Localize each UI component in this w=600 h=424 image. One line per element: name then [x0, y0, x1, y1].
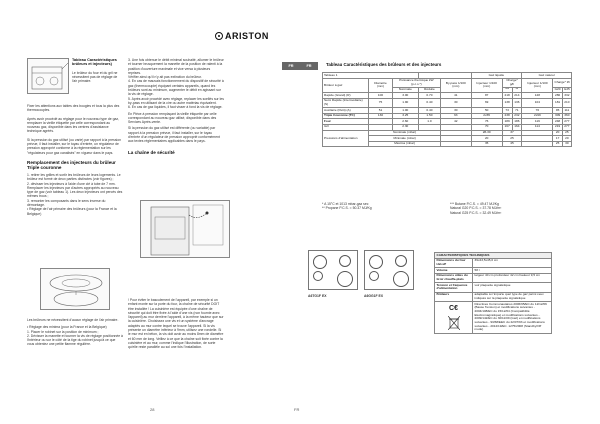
pressure-row: Minimale (mbar) 20 25 17 20	[323, 136, 572, 142]
pressure-row: Pressions d'alimentation Nominale (mbar) 28-30 37 20 25	[323, 130, 572, 136]
table-cell: 30	[441, 108, 471, 114]
table-cell: 219	[553, 124, 562, 130]
burner-name: Rapide (Grand) (R)	[323, 93, 369, 99]
subhead-triple-crown: Remplacement des injecteurs du brûleur Triple couronne	[27, 159, 116, 171]
hob-diagram-2	[364, 250, 414, 290]
burner-table: Tableau 1 Gaz liquide Gaz naturel Brûleur à gaz Diamètre (mm) Puissance thermique kW (p.c.s.*) By-pass 1/100 (mm) Injecteur 1/100 (mm) Charge* g/h Injecteur 1/100 (mm) Charge* l/h Nominale Réduite *** ** G20 G25 Rapide (Grand) (R) 100 3.00 0.70 41 87 218 214 128 286 332 Semi Rapide (Intermédiaire) (S) 75 1.90 0.40 30 69 138 136 104 181 210 Auxiliaire (Petit) (A) 51 1.00 0.40 30 50 73 71 76 95 111 Triple Couronne (TC) 130 3.25 1.50 63 2x65 238 232 2x99 309 360 Four 2.60 1.0 42 76 189 186 119 248 277 Gril 2.30 70 167 164 114 219 277 Pressions d'alimentation Nominale (mbar) 28-30 37 20 25 Minimale (mbar) 20 25 17 20 Maxima (mbar) 35 45 25 30	[324, 72, 570, 146]
table-cell: 76	[522, 108, 553, 114]
ariston-logo-icon	[215, 32, 223, 40]
fr-tab: FR	[282, 62, 300, 70]
table-row: Brûleurs adaptable à n'importe quel type de gaz parmi ceux indiqués sur la plaquette signalétique	[435, 292, 552, 301]
table-cell: 100	[369, 93, 392, 99]
col-header: Injecteur 1/100 (mm)	[471, 78, 502, 93]
table-row: Dimensions utiles du tiroir chauffe-plats largeur 40 cm profondeur 42 cm hauteur 9,5 cm	[435, 273, 552, 282]
note: * A 15°C et 1013 mbar-gaz sec	[322, 202, 369, 206]
table-cell: 71	[512, 108, 522, 114]
table-cell: 136	[512, 98, 522, 107]
burner-name: Auxiliaire (Petit) (A)	[323, 108, 369, 114]
burner-name: Gril	[323, 124, 369, 130]
table-cell: 95	[553, 108, 562, 114]
col2-step: En Pièce à pression remplaçant la vieille étiquette par celle correspondant au nouveau gaz utilisé, disponible dans des Services Après-vente.	[128, 111, 217, 125]
burner-illustration	[41, 269, 111, 311]
table-cell: 128	[522, 93, 553, 99]
chain-text-block	[128, 298, 224, 350]
table-cell: 75	[369, 98, 392, 107]
col-header: Puissance thermique kW (p.c.s.*)	[392, 78, 440, 87]
table-cell: 181	[553, 98, 562, 107]
tech-table	[434, 252, 552, 334]
table-cell: 41	[441, 93, 471, 99]
page-number: 28	[150, 407, 155, 412]
table-cell: 30	[441, 98, 471, 107]
table-cell: 210	[562, 98, 571, 107]
brand-logo: ARISTON	[215, 31, 269, 41]
burner-figure	[40, 268, 110, 310]
paragraph-4: Les brûleurs ne nécessitent d'aucun réglage de l'air primaire.	[27, 318, 119, 322]
col2-steps	[128, 58, 224, 144]
table-cell: 130	[369, 113, 392, 119]
table-cell: 1.50	[418, 113, 440, 119]
burner-ring-icon	[395, 255, 407, 267]
table-cell: 218	[502, 93, 512, 99]
pressure-label: Pressions d'alimentation	[323, 130, 369, 147]
table-cell: 114	[522, 124, 553, 130]
step-item: 2. dévisser les injecteurs à l'aide d'une clé à tube de 7 mm. Remplacer les injecteurs par d'autres appropriés au nouveau type de gaz (voir tableau 1). Les deux injecteurs ont percés des mêmes trous ;	[27, 181, 123, 199]
table-cell: 309	[553, 113, 562, 119]
table-cell: 232	[512, 113, 522, 119]
col-header: Charge* g/h	[502, 78, 521, 87]
tech-specs	[434, 252, 552, 334]
col2-step: 4. En cas de mauvais fonctionnement du dispositif de sécurité à gaz (thermocouple) équipant certains appareils, quand les brûleurs sont au minimum, augmenter le débit en agissant sur la vis de réglage.	[128, 79, 224, 97]
figure-caption	[72, 58, 120, 84]
table-cell: 0.70	[418, 93, 440, 99]
fig-caption-title: Tableau Caractéristiques brûleurs et injecteurs)	[72, 58, 117, 67]
table-cell: 73	[502, 108, 512, 114]
burner-ring-icon	[369, 271, 379, 281]
injector-figure	[27, 58, 69, 94]
table-row: Tension et fréquence d'alimentation voir plaquette signalétique	[435, 283, 552, 292]
table-cell: 104	[522, 98, 553, 107]
table-cell: 277	[562, 124, 571, 130]
bullets-list	[27, 325, 123, 346]
burner-name: Triple Couronne (TC)	[323, 113, 369, 119]
table-cell: 119	[522, 119, 553, 125]
table-cell: 111	[562, 108, 571, 114]
step-item: • Réglage de l'air primaire des brûleurs (pour la France et la Belgique)	[27, 207, 117, 216]
table-cell: 63	[441, 113, 471, 119]
burner-name: Four	[323, 119, 369, 125]
col-header: Diamètre (mm)	[369, 78, 392, 93]
col-header: By-pass 1/100 (mm)	[441, 78, 471, 93]
table-cell: 50	[471, 108, 502, 114]
table-cell: 69	[471, 98, 502, 107]
table-cell: 42	[441, 119, 471, 125]
notes-left	[322, 202, 432, 211]
table-cell: 286	[553, 93, 562, 99]
table-cell: 3.25	[392, 113, 418, 119]
table-cell: 186	[512, 119, 522, 125]
burner-ring-icon	[337, 271, 353, 287]
model-label: A6TG1F EX	[308, 294, 327, 298]
burner-ring-icon	[393, 271, 409, 287]
step-item: 3. remonter les composants dans le sens inverse du démontage.	[27, 198, 106, 208]
table-cell: 51	[369, 108, 392, 114]
burner-table-wrap	[322, 72, 572, 147]
tech-title: CARACTERISTIQUES TECHNIQUES	[435, 253, 552, 259]
bullet-item: 1. Placer le robinet sur la position de minimum ;	[27, 329, 99, 334]
fig-caption-text: Le brûleur du four et du gril ne nécessitent pas de réglage de l'air primaire.	[72, 70, 118, 84]
table-cell: 248	[553, 119, 562, 125]
left-column-1	[27, 104, 123, 216]
hob-diagram-1	[308, 250, 358, 290]
left-column-2	[128, 58, 224, 155]
note: Natural G25 P.C.S. = 32.49 MJ/m³	[450, 210, 502, 215]
table-cell: 189	[502, 119, 512, 125]
steps-list	[27, 173, 123, 216]
table-cell: 138	[502, 98, 512, 107]
table-cell: 0.40	[418, 108, 440, 114]
injector-illustration	[28, 59, 70, 95]
note: *** Butane P.C.S. = 49.47 MJ/Kg	[450, 202, 499, 206]
table-name: Tableau 1	[323, 73, 419, 79]
table-cell: 1.0	[418, 119, 440, 125]
table-row: Dimensions du four HxLxP 39x43,5x45,0 cm	[435, 258, 552, 267]
model-label: A6GG1F EX	[364, 294, 384, 298]
burner-rows	[323, 93, 572, 130]
pressure-row: Maxima (mbar) 35 45 25 30	[323, 141, 572, 147]
table-cell: 332	[562, 93, 571, 99]
paragraph-1: Fixer les attentions aux tables des bougies et tous la plus des thermocouples.	[27, 104, 120, 113]
table-cell: 2.30	[392, 124, 418, 130]
table-cell: 238	[502, 113, 512, 119]
table-cell: 1.00	[392, 108, 418, 114]
paragraph-2: Après avoir procédé au réglage pour le nouveau type de gaz, remplacer la vieille étiquette par celle correspondant au nouveau gaz, disponible dans les centres d'assistance technique agréés.	[27, 116, 119, 134]
fr-tab: FR	[300, 62, 318, 70]
table-cell: 214	[512, 93, 522, 99]
safety-chain-illustration	[141, 201, 231, 259]
col-header: Brûleur à gaz	[323, 78, 369, 93]
safety-chain-figure	[140, 200, 230, 258]
table-row: C€ Directives Communautaires 2006/95/EC du 12/12/06 (Basse Tension) et modifications suivantes - 2004/108/EC du 15/12/04 (Compatibilité Electromagnétique) et modifications suivantes - 2009/142/EC du 30/11/09 (Gaz) et modifications suivantes - 93/68/EEC du 22/07/93 et modifications suivantes - 2012/19/EC. 1275/2008 (Standby/Off mode)	[435, 302, 552, 334]
table-cell: 76	[471, 119, 502, 125]
group-header-lpg: Gaz liquide	[471, 73, 522, 79]
table-cell: 167	[502, 124, 512, 130]
col-header: Charge* l/h	[553, 78, 572, 87]
col-header: Injecteur 1/100 (mm)	[522, 78, 553, 93]
table-cell: 0.40	[418, 98, 440, 107]
table-cell: 3.00	[392, 93, 418, 99]
table-cell: 87	[471, 93, 502, 99]
table-cell: 277	[562, 119, 571, 125]
table-cell: 1.90	[392, 98, 418, 107]
bullet-item: • Réglage des minima (pour la France et la Belgique)	[27, 325, 107, 330]
burner-ring-icon	[313, 271, 323, 281]
chain-text: ! Pour éviter le basculement de l'appareil, par exemple si un enfant monte sur la porte du four, la chaîne de sécurité DOIT être installée ! La cuisinière est équipée d'une chaîne de sécurité qui doit être fixée à l'aide d'une vis (non fournie avec l'appareil) au mur derrière l'appareil, à la même hauteur que sur la cuisinière. Choisissez une vis et un système d'ancrage adaptés au mur contre lequel se trouve l'appareil. Si la vis présente un diamètre inférieur à 9mm, utilisez une rondelle. Si le mur est en béton, la vis doit avoir au moins 8mm de diamètre et 60 mm de long. Veillez à ce que la chaîne soit fixée contre la cuisinière et au mur, comme l'indique l'illustration, de sorte qu'elle reste parallèle au sol une fois l'installation.	[128, 298, 224, 350]
note: ** Propane P.C.S. = 50.37 MJ/Kg	[322, 206, 372, 211]
col2-step: 6. En cas de gaz liquides, il faut visser à fond la vis de réglage.	[128, 105, 223, 110]
table-cell: 70	[471, 124, 502, 130]
weee-bin-icon	[448, 316, 460, 330]
left-column-1-bottom	[27, 318, 123, 347]
table-row	[323, 98, 572, 107]
table-cell: 164	[512, 124, 522, 130]
table-cell: 2.60	[392, 119, 418, 125]
burner-name: Semi Rapide (Intermédiaire) (S)	[323, 98, 369, 107]
col2-step: Vérifier ainsi qu'il n'y ait pas extinction du brûleur.	[128, 75, 202, 80]
burner-ring-icon	[313, 255, 327, 269]
col2-step: 5. Après avoir procédé avec réglage, replacer les scellés sur les by-pass en utilisant de la cire ou autre matériau équivalent.	[128, 96, 224, 105]
right-page	[225, 0, 600, 424]
group-header-natural: Gaz naturel	[522, 73, 572, 79]
paragraph-3: Si la pression du gaz utilisé (ou varie) par rapport à la pression prévue, il faut installer, sur le tuyau d'entrée, un régulateur de pression approprié conforme à la réglementation sur les "régulateurs pour gaz canalisés" en vigueur dans le pays.	[27, 137, 122, 155]
bullet-item: 2. Dévisser la manette et tourner la vis de réglage positionnée à l'intérieur ou sur le côté de la tige du robinet jusqu'à ce que vous obteniez une petite flamme régulière.	[27, 333, 123, 347]
table-cell: 360	[562, 113, 571, 119]
notes-right	[450, 202, 570, 215]
burner-table-title: Tableau Caractéristiques des brûleurs et des injecteurs	[326, 62, 442, 67]
col2-step: Si la pression du gaz utilisé est différente (ou variable) par rapport à la pression prévue, il faut installer, sur le tuyau d'entrée d'un régulateur de pression approprié conformément aux textes réglementaires applicables dans le pays.	[128, 126, 220, 144]
note: Natural G20 P.C.S. = 37.78 MJ/m³	[450, 206, 502, 211]
table-row: Volume 58 l	[435, 268, 552, 274]
burner-ring-icon	[369, 255, 383, 269]
table-cell: 2x65	[471, 113, 502, 119]
col2-step: 3. Une fois obtenue le débit minimal souhaité, allumer le brûleur et tourner brusquement la manette de la position de ralenti à la position d'ouverture maximale et vice versa à plusieurs reprises.	[128, 58, 224, 75]
ce-mark-icon: C€	[449, 304, 458, 312]
step-item: 1. retirer les grilles et sortir les brûleurs de leurs logements. Le brûleur est formé de deux parties distinctes (voir figures) ;	[27, 172, 121, 182]
page-number: FR	[294, 407, 300, 412]
chain-heading: La chaîne de sécurité	[128, 149, 175, 155]
burner-ring-icon	[339, 255, 351, 267]
table-cell: 2x99	[522, 113, 553, 119]
